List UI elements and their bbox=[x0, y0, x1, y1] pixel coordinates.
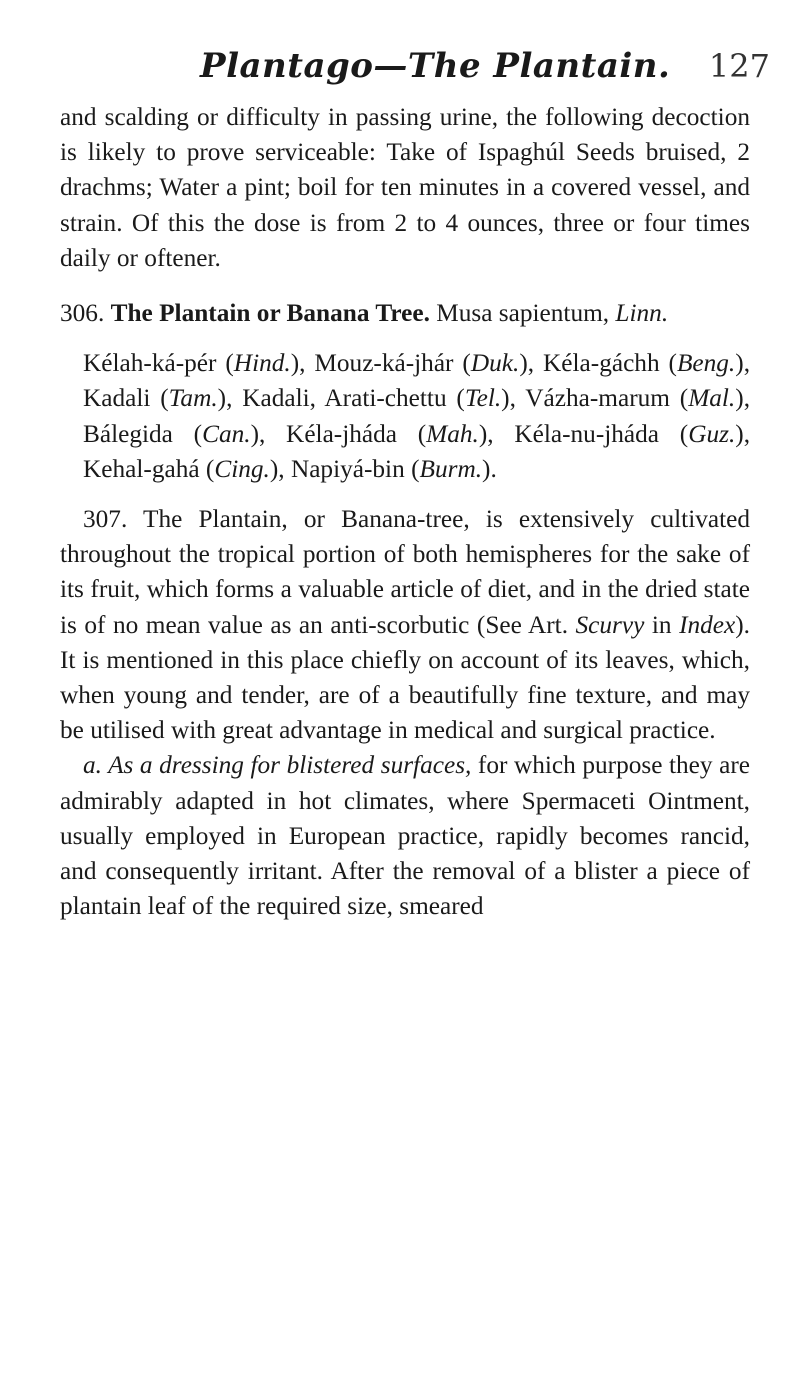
section-307-text: 307. The Plantain, or Banana-tree, is extensively cultivated throughout the tropical portion of both hemispheres for the sake of its fruit, which forms a valuable article of diet, and in the dried state is of no mean value as an anti-scorbutic (See Art. bbox=[60, 505, 750, 639]
latin-name: Musa sapientum, bbox=[436, 299, 610, 328]
subsection-a-lead: a. As a dressing for blistered surfaces, bbox=[83, 751, 472, 780]
vernacular-name: Bálegida bbox=[83, 419, 173, 448]
section-title: The Plantain or Banana Tree. bbox=[110, 299, 430, 328]
botanical-authority: Linn. bbox=[615, 299, 669, 328]
section-307-text: in bbox=[644, 610, 680, 639]
vernacular-name: Kehal-gahá bbox=[83, 454, 200, 483]
running-title: Plantago—The Plantain. bbox=[200, 46, 671, 86]
vernacular-name: Napiyá-bin bbox=[290, 454, 405, 483]
language-abbr: Cing. bbox=[214, 454, 270, 483]
subsection-a-paragraph bbox=[60, 748, 750, 924]
section-307-text: ). It is mentioned in this place chiefly on account of its leaves, which, when young and tender, are of a beautifully fine texture, and may be utilised with great advantage in medical and surgical practice. bbox=[60, 610, 750, 745]
vernacular-name: Mouz-ká-jhár bbox=[314, 349, 454, 378]
page-number: 127 bbox=[708, 47, 770, 85]
section-307-paragraph bbox=[60, 502, 750, 748]
vernacular-name: Kéla-nu-jháda bbox=[514, 419, 660, 448]
section-306-heading bbox=[60, 296, 750, 331]
page-header bbox=[0, 40, 800, 92]
vernacular-name: Kéla-gáchh bbox=[543, 349, 660, 378]
language-abbr: Tam. bbox=[168, 384, 218, 413]
body-text bbox=[60, 100, 750, 924]
language-abbr: Can. bbox=[202, 419, 251, 448]
language-abbr: Hind. bbox=[233, 349, 291, 378]
section-number: 306. bbox=[60, 299, 105, 328]
vernacular-names: Kélah-ká-pér (Hind.), Mouz-ká-jhár (Duk.), Kéla-gáchh (Beng.), Kadali (Tam.), Kadali, Arati-chettu (Tel.), Vázha-marum (Mal.), Bálegida (Can.), Kéla-jháda (Mah.), Kéla-nu-jháda (Guz.), Kehal-gahá (Cing.), Napiyá-bin (Burm.). bbox=[83, 349, 751, 483]
index-reference: Index bbox=[679, 610, 736, 639]
language-abbr: Beng. bbox=[676, 349, 736, 378]
vernacular-name: Kadali, Arati-chettu bbox=[242, 384, 447, 413]
language-abbr: Guz. bbox=[688, 419, 736, 448]
scurvy-reference: Scurvy bbox=[575, 610, 645, 639]
vernacular-name: Kéla-jháda bbox=[286, 419, 398, 448]
paragraph-continuation: and scalding or difficulty in passing urine, the following decoction is likely to prove serviceable: Take of Ispaghúl Seeds bruised, 2 drachms; Water a pint; boil for ten minutes in a covered vessel, and strain. Of this the dose is from 2 to 4 ounces, three or four times daily or oftener. bbox=[60, 103, 750, 272]
vernacular-name: Vázha-marum bbox=[525, 384, 670, 413]
language-abbr: Tel. bbox=[464, 384, 502, 413]
vernacular-name: Kadali bbox=[83, 384, 151, 413]
language-abbr: Mah. bbox=[426, 419, 479, 448]
language-abbr: Mal. bbox=[688, 384, 736, 413]
vernacular-name: Kélah-ká-pér bbox=[83, 349, 217, 378]
language-abbr: Burm. bbox=[419, 454, 483, 483]
language-abbr: Duk. bbox=[470, 349, 520, 378]
subsection-a-text: for which purpose they are admirably adapted in hot climates, where Spermaceti Ointment, usually employed in European practice, rapidly becomes rancid, and consequently irritant. After the removal of a blister a piece of plantain leaf of the required size, smeared bbox=[60, 751, 750, 921]
